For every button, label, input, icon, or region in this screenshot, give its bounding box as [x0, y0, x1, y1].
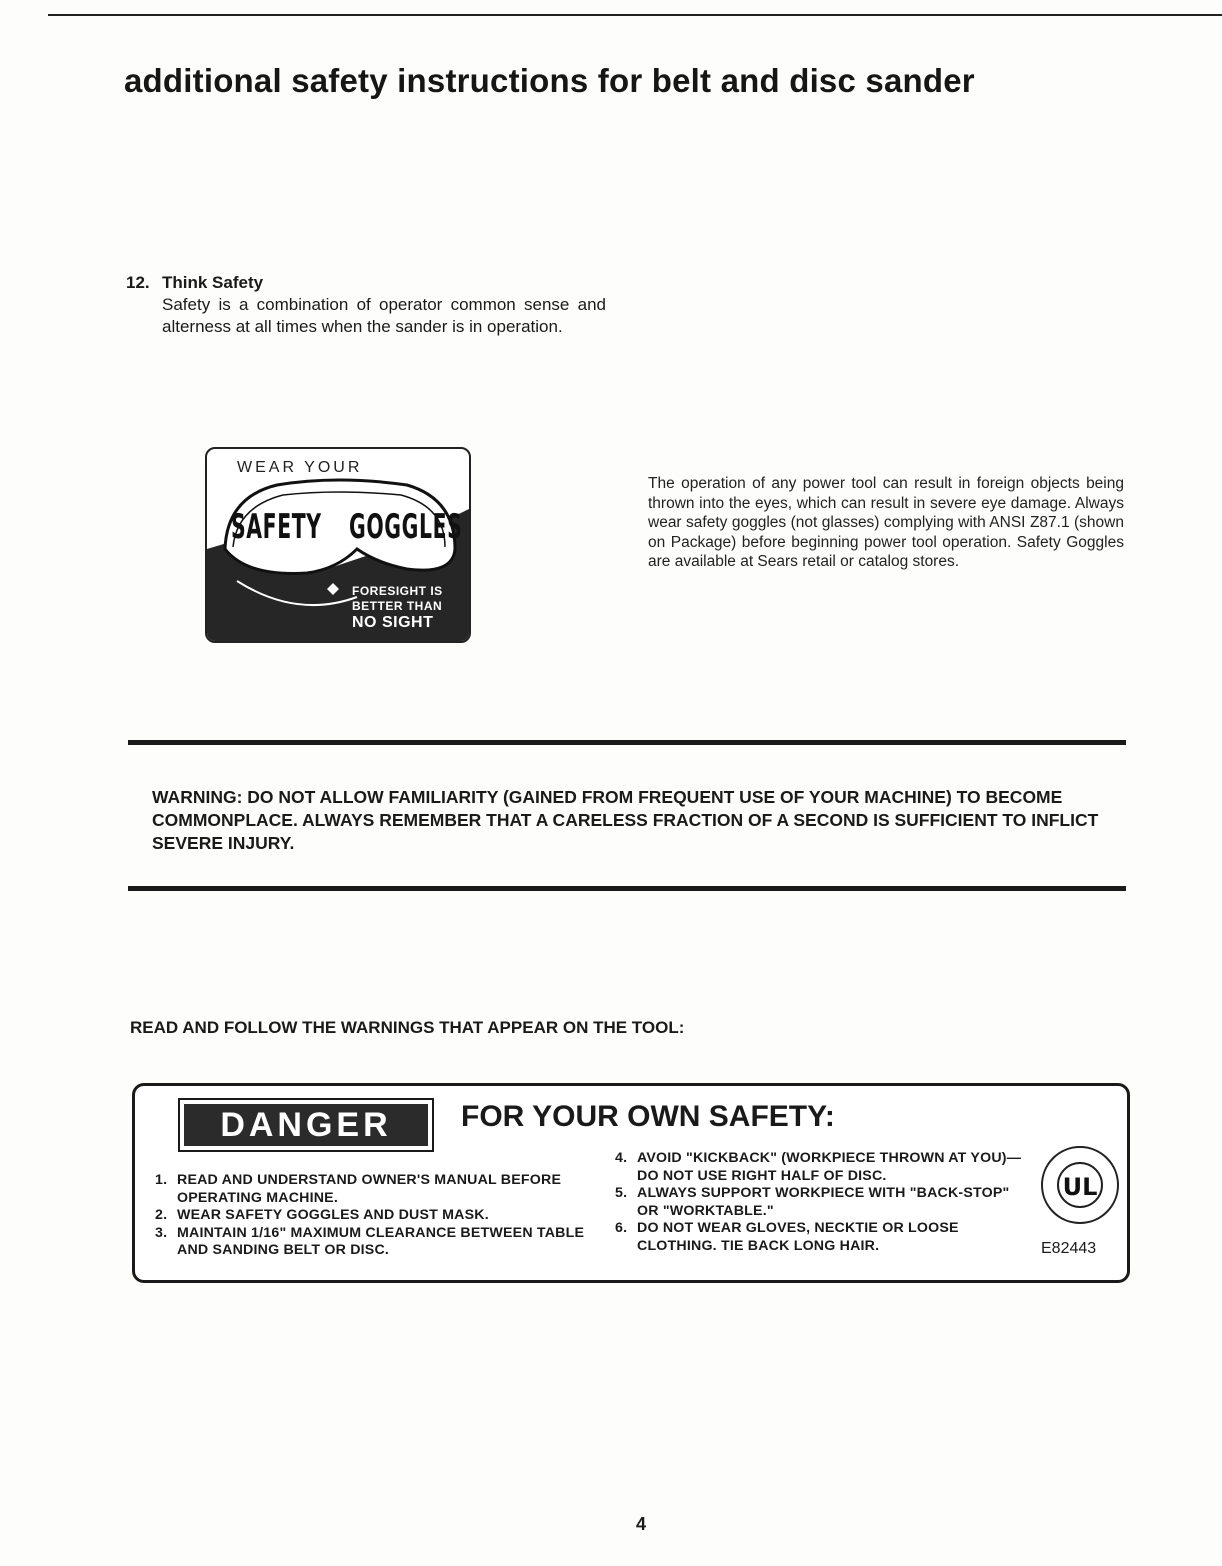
slogan-line: FORESIGHT IS	[352, 584, 443, 598]
danger-list-right	[615, 1150, 1035, 1255]
item-body: Safety is a combination of operator common sense and alterness at all times when the sander is in operation.	[162, 295, 606, 336]
list-item: 5. ALWAYS SUPPORT WORKPIECE WITH "BACK-STOP" OR "WORKTABLE."	[615, 1185, 1010, 1219]
item-heading: Think Safety	[162, 273, 264, 292]
divider	[128, 886, 1126, 891]
badge-top-text: WEAR YOUR	[237, 459, 363, 476]
list-item: 6. DO NOT WEAR GLOVES, NECKTIE OR LOOSE CLOTHING. TIE BACK LONG HAIR.	[615, 1220, 959, 1254]
think-safety-section	[126, 272, 606, 338]
badge-word-safety: SAFETY	[231, 507, 322, 547]
goggles-description: The operation of any power tool can result in foreign objects being thrown into the eyes, which can result in severe eye damage. Always wear safety goggles (not glasses) complying with ANSI Z87.1 (shown on Package) before beginning power tool operation. Safety Goggles are available at Sears retail or catalog stores.	[648, 475, 1124, 570]
list-item: 3. MAINTAIN 1/16" MAXIMUM CLEARANCE BETWEEN TABLE AND SANDING BELT OR DISC.	[155, 1224, 585, 1258]
ul-listed-icon	[1039, 1144, 1121, 1226]
page-number: 4	[636, 1514, 647, 1534]
page-title: additional safety instructions for belt and disc sander	[124, 62, 975, 99]
read-follow-heading: READ AND FOLLOW THE WARNINGS THAT APPEAR ON THE TOOL:	[130, 1018, 685, 1037]
list-item: 2. WEAR SAFETY GOGGLES AND DUST MASK.	[155, 1207, 489, 1223]
wear-goggles-badge	[205, 447, 471, 643]
badge-word-goggles: GOGGLES	[349, 507, 463, 547]
danger-label	[132, 1083, 1130, 1283]
divider	[128, 740, 1126, 745]
top-rule	[48, 14, 1222, 16]
danger-list-left	[155, 1172, 595, 1260]
danger-tag-text: DANGER	[184, 1104, 428, 1146]
danger-tag	[178, 1098, 434, 1152]
list-item: 4. AVOID "KICKBACK" (WORKPIECE THROWN AT YOU)—DO NOT USE RIGHT HALF OF DISC.	[615, 1150, 1022, 1184]
item-number: 12.	[126, 273, 150, 292]
danger-heading: FOR YOUR OWN SAFETY:	[461, 1100, 835, 1133]
badge-slogan	[352, 584, 462, 632]
list-item: 1. READ AND UNDERSTAND OWNER'S MANUAL BEFORE OPERATING MACHINE.	[155, 1172, 562, 1206]
slogan-line: BETTER THAN	[352, 599, 443, 613]
certification-code: E82443	[1041, 1240, 1097, 1257]
warning-text: WARNING: DO NOT ALLOW FAMILIARITY (GAINED FROM FREQUENT USE OF YOUR MACHINE) TO BECOME COMMONPLACE. ALWAYS REMEMBER THAT A CARELESS FRACTION OF A SECOND IS SUFFICIENT TO INFLICT SEVERE INJURY.	[152, 787, 1099, 853]
slogan-line: NO SIGHT	[352, 614, 434, 631]
svg-text:UL: UL	[1062, 1173, 1098, 1201]
